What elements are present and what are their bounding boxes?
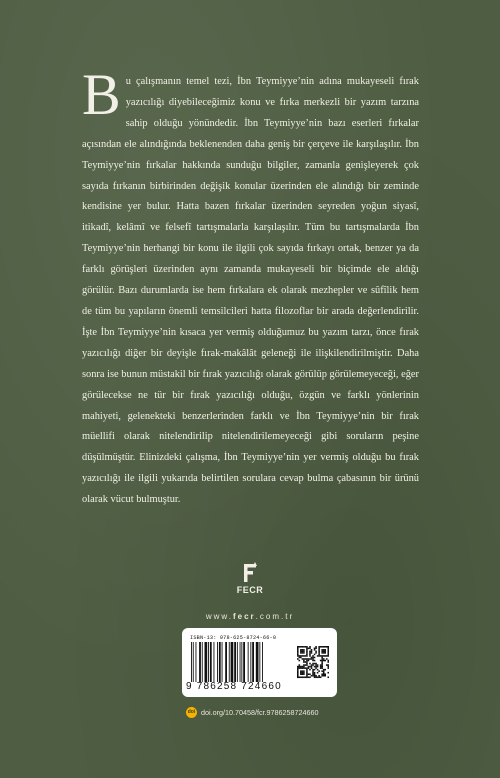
website-suffix: .com.tr <box>255 612 295 621</box>
doi-link: doi.org/10.70458/fcr.9786258724660 <box>201 707 319 717</box>
blurb-paragraph <box>82 62 419 511</box>
blurb-text: u çalışmanın temel tezi, İbn Teymiyye’nin adına mukayeseli fırak yazıcılığı diyebileceğimiz konu ve fırka merkezli bir yazım tarzına sahip olduğu yönündedir. İbn Teymiyye’nin bazı eserleri fırkalar açısından ele alındığında beklenenden daha geniş bir çerçeve ile karşılaşılır. İbn Teymiyye’nin fırkalar hakkında sunduğu bilgiler, zamanla genişleyerek çok sayıda fırkanın birbirinden değişik konular üzerinden ele alındığı bir zeminde kendisine yer bulur. Hatta bazen fırkalar üzerinden seyreden yoğun siyasî, itikadî, kelâmî ve felsefî tartışmalarla karşılaşılır. Tüm bu tartışmalarda İbn Teymiyye’nin herhangi bir konu ile ilgili çok sayıda fırkayı ortak, benzer ya da farklı görüşleri üzerinden aynı zamanda mukayeseli bir biçimde ele aldığı görülür. Bazı durumlarda ise hem fırkalara ek olarak mezhepler ve sûfîlik hem de tüm bu yapıların önemli temsilcileri hatta filozoflar bir arada değerlendirilir. İşte İbn Teymiyye’nin kısaca yer vermiş olduğumuz bu yazım tarzı, önce fırak yazıcılığı diğer bir deyişle fırak-makâlât geleneği ile ilişkilendirilmiştir. Daha sonra ise bunun müstakil bir fırak yazıcılığı olarak görülüp görülemeyeceği, eğer görülecekse ne tür bir fırak yazıcılığı olduğu, özgün ve farklı yönlerinin mahiyeti, gelenekteki benzerlerinden farklı ve İbn Teymiyye’nin bir fırak müellifi olarak nitelendirilip nitelendirilemeyeceği gibi soruların peşine düşülmüştür. Elinizdeki çalışma, İbn Teymiyye’nin yer vermiş olduğu bu fırak yazıcılığı ile ilgili yukarıda belirtilen sorulara cevap bulma çabasının bir ürünü olarak vücut bulmuştur. <box>82 76 419 506</box>
isbn-label: ISBN-13: 978-625-8724-66-0 <box>190 635 277 641</box>
doi-icon: doi <box>186 707 197 718</box>
barcode-panel <box>182 628 337 697</box>
drop-cap: B <box>82 62 121 127</box>
publisher-logo <box>226 560 274 595</box>
barcode-digits: 9 786258 724660 <box>186 681 282 692</box>
website-domain: fecr <box>232 612 256 621</box>
qr-code-icon <box>297 636 329 689</box>
publisher-website <box>0 612 500 621</box>
back-cover-blurb <box>82 62 419 511</box>
isbn-barcode <box>191 642 289 682</box>
publisher-name: FECR <box>236 585 264 595</box>
doi-line <box>186 706 319 718</box>
website-prefix: www. <box>205 612 233 621</box>
fecr-logo-icon <box>239 560 261 584</box>
